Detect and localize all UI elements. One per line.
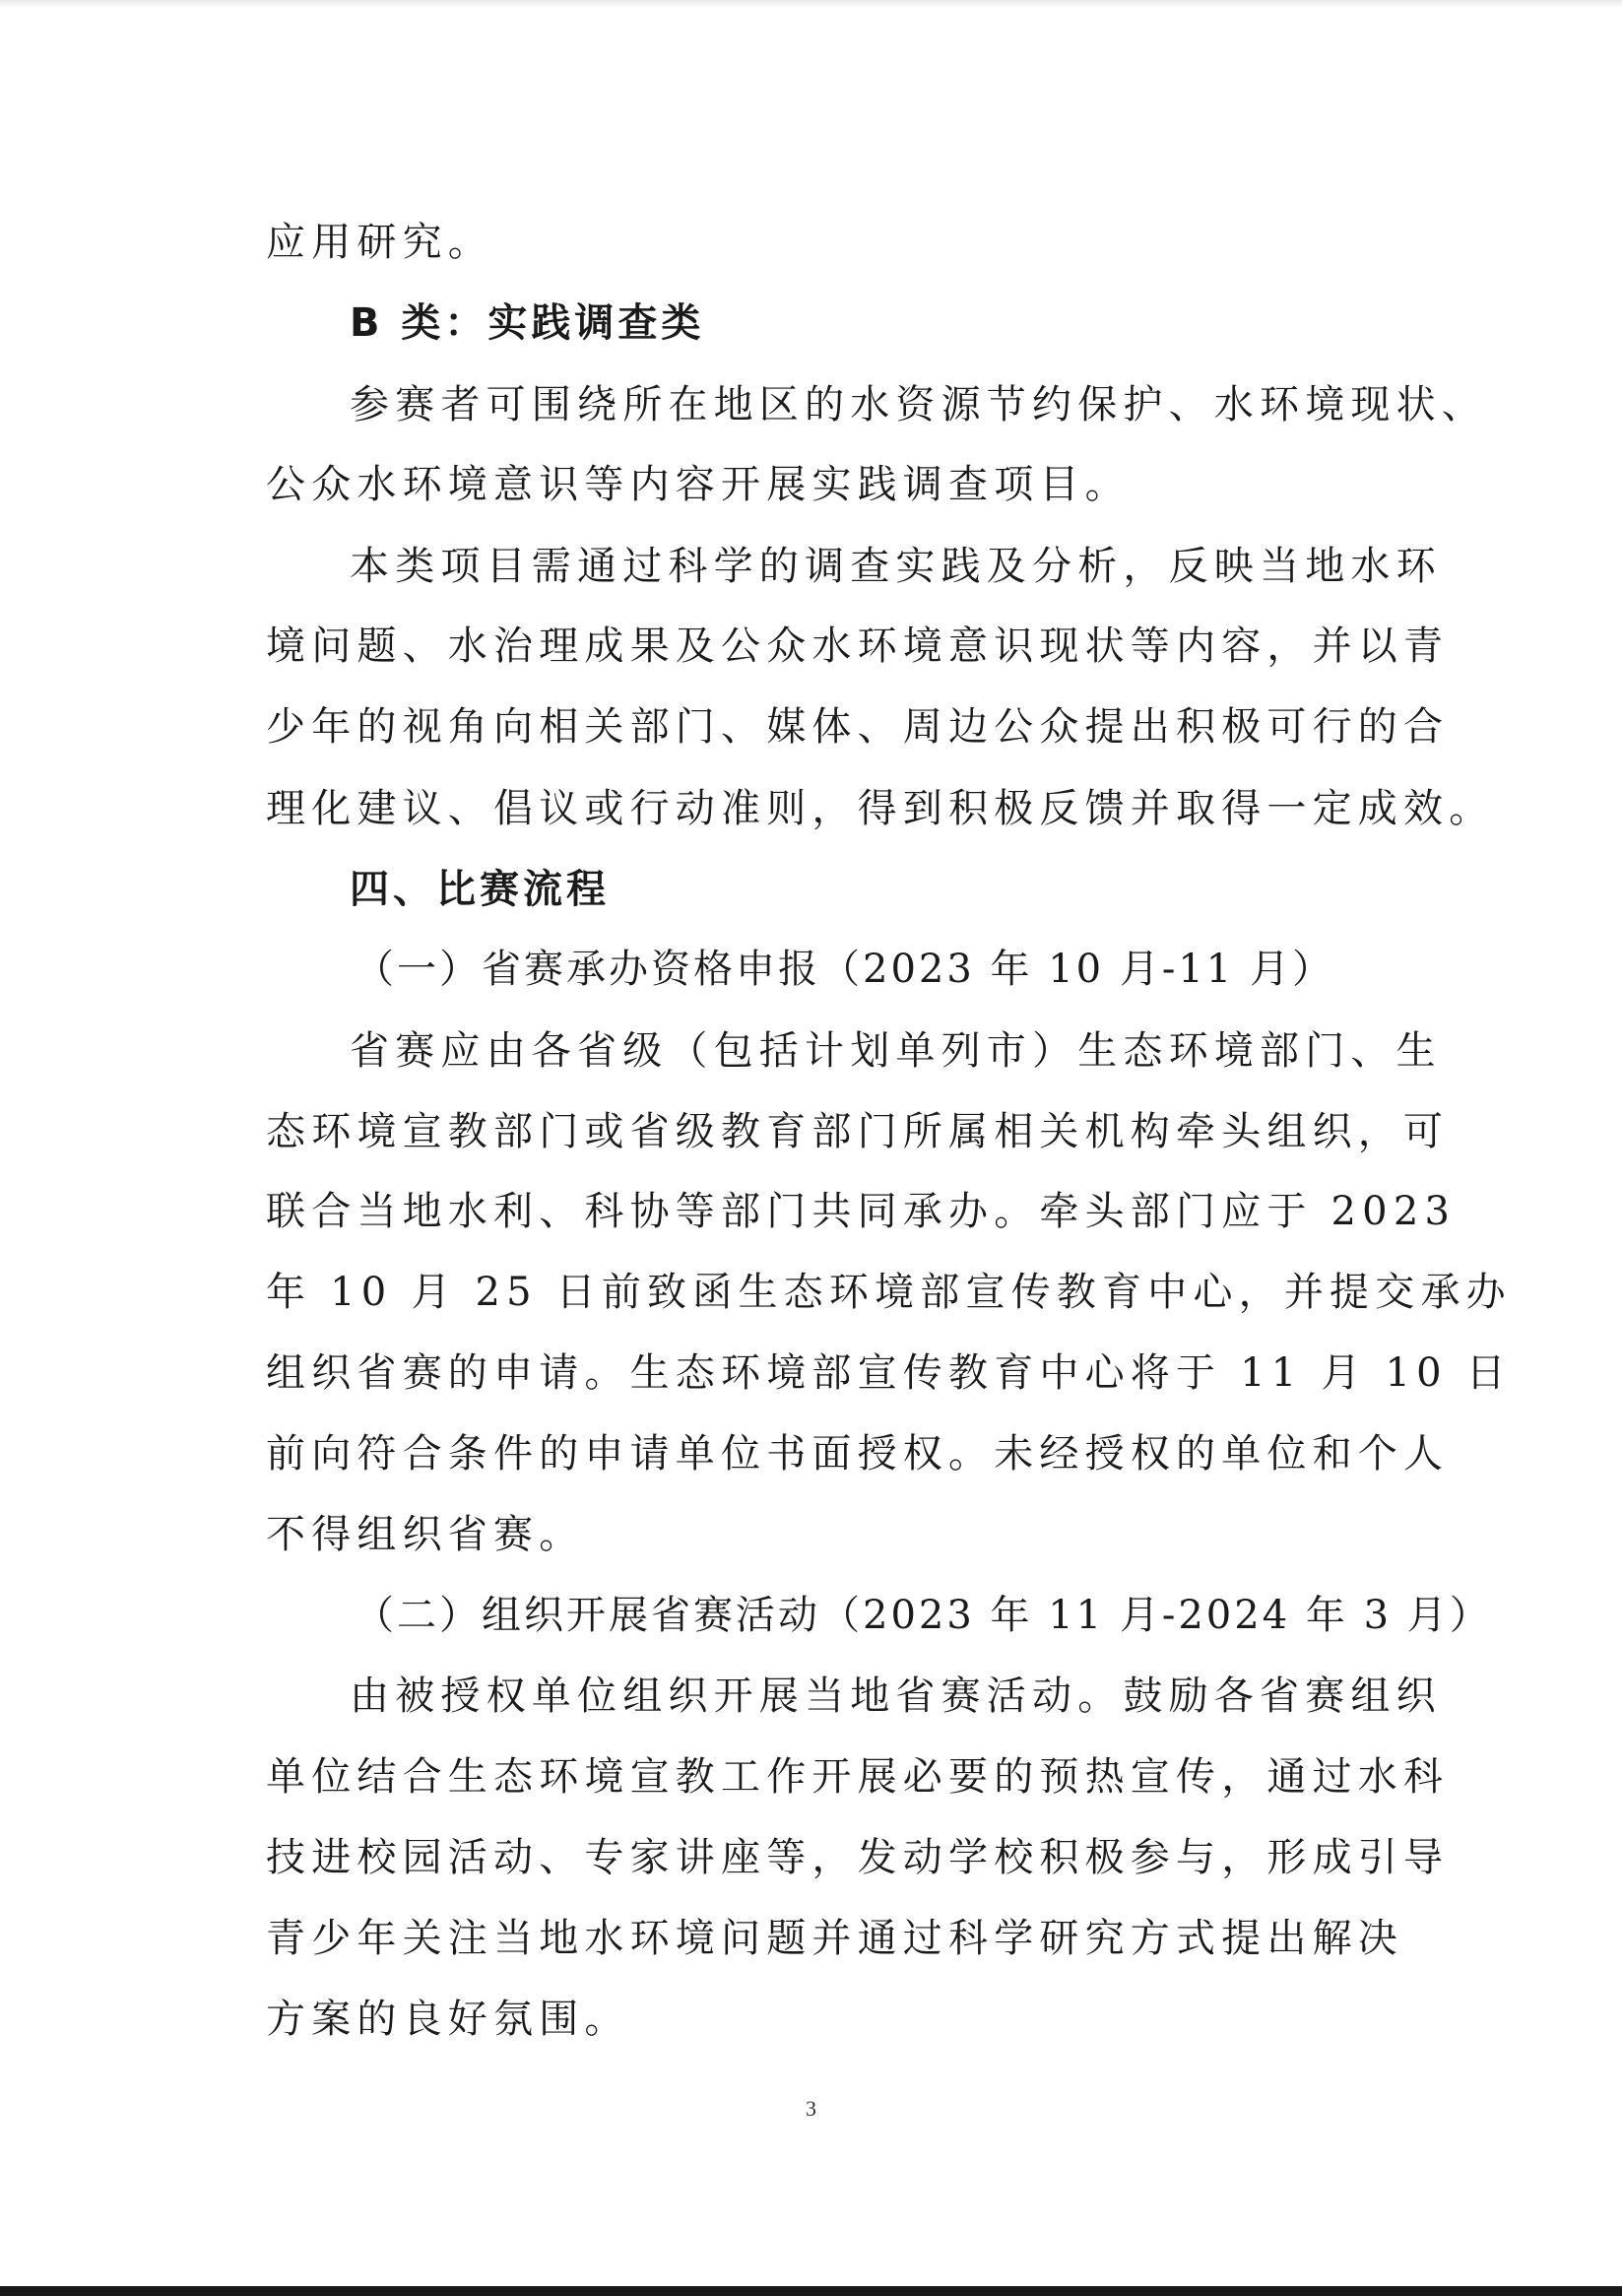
paragraph-line: 方案的良好氛围。 [266, 1997, 630, 2042]
paragraph-line: 态环境宣教部门或省级教育部门所属相关机构牵头组织，可 [266, 1109, 1450, 1154]
paragraph-line: 理化建议、倡议或行动准则，得到积极反馈并取得一定成效。 [266, 786, 1495, 831]
paragraph-line: 参赛者可围绕所在地区的水资源节约保护、水环境现状、 [350, 382, 1487, 427]
paragraph-line: 境问题、水治理成果及公众水环境意识现状等内容，并以青 [266, 623, 1450, 669]
paragraph-line: 不得组织省赛。 [266, 1512, 585, 1557]
page-number: 3 [806, 2096, 816, 2121]
paragraph-line: 少年的视角向相关部门、媒体、周边公众提出积极可行的合 [266, 704, 1450, 750]
paragraph-line: 前向符合条件的申请单位书面授权。未经授权的单位和个人 [266, 1431, 1450, 1476]
section-heading-4: 四、比赛流程 [350, 867, 610, 912]
scan-bottom-edge [0, 2286, 1622, 2296]
subsection-heading-2: （二）组织开展省赛活动（2023 年 11 月-2024 年 3 月） [355, 1593, 1492, 1638]
paragraph-line: 组织省赛的申请。生态环境部宣传教育中心将于 11 月 10 日 [266, 1350, 1512, 1396]
paragraph-line: 本类项目需通过科学的调查实践及分析，反映当地水环 [350, 544, 1442, 589]
section-heading-b: B 类：实践调查类 [350, 300, 705, 346]
paragraph-line: 省赛应由各省级（包括计划单列市）生态环境部门、生 [350, 1028, 1442, 1074]
scan-top-edge [0, 0, 1622, 8]
paragraph-line: 由被授权单位组织开展当地省赛活动。鼓励各省赛组织 [350, 1673, 1442, 1719]
paragraph-line: 应用研究。 [266, 220, 493, 265]
paragraph-line: 年 10 月 25 日前致函生态环境部宣传教育中心，并提交承办 [266, 1270, 1512, 1315]
paragraph-line: 联合当地水利、科协等部门共同承办。牵头部门应于 2023 [266, 1189, 1457, 1234]
paragraph-line: 公众水环境意识等内容开展实践调查项目。 [266, 462, 1131, 507]
paragraph-line: 青少年关注当地水环境问题并通过科学研究方式提出解决 [266, 1916, 1403, 1961]
paragraph-line: 技进校园活动、专家讲座等，发动学校积极参与，形成引导 [266, 1835, 1450, 1880]
subsection-heading-1: （一）省赛承办资格申报（2023 年 10 月-11 月） [355, 947, 1334, 992]
paragraph-line: 单位结合生态环境宣教工作开展必要的预热宣传，通过水科 [266, 1754, 1450, 1800]
